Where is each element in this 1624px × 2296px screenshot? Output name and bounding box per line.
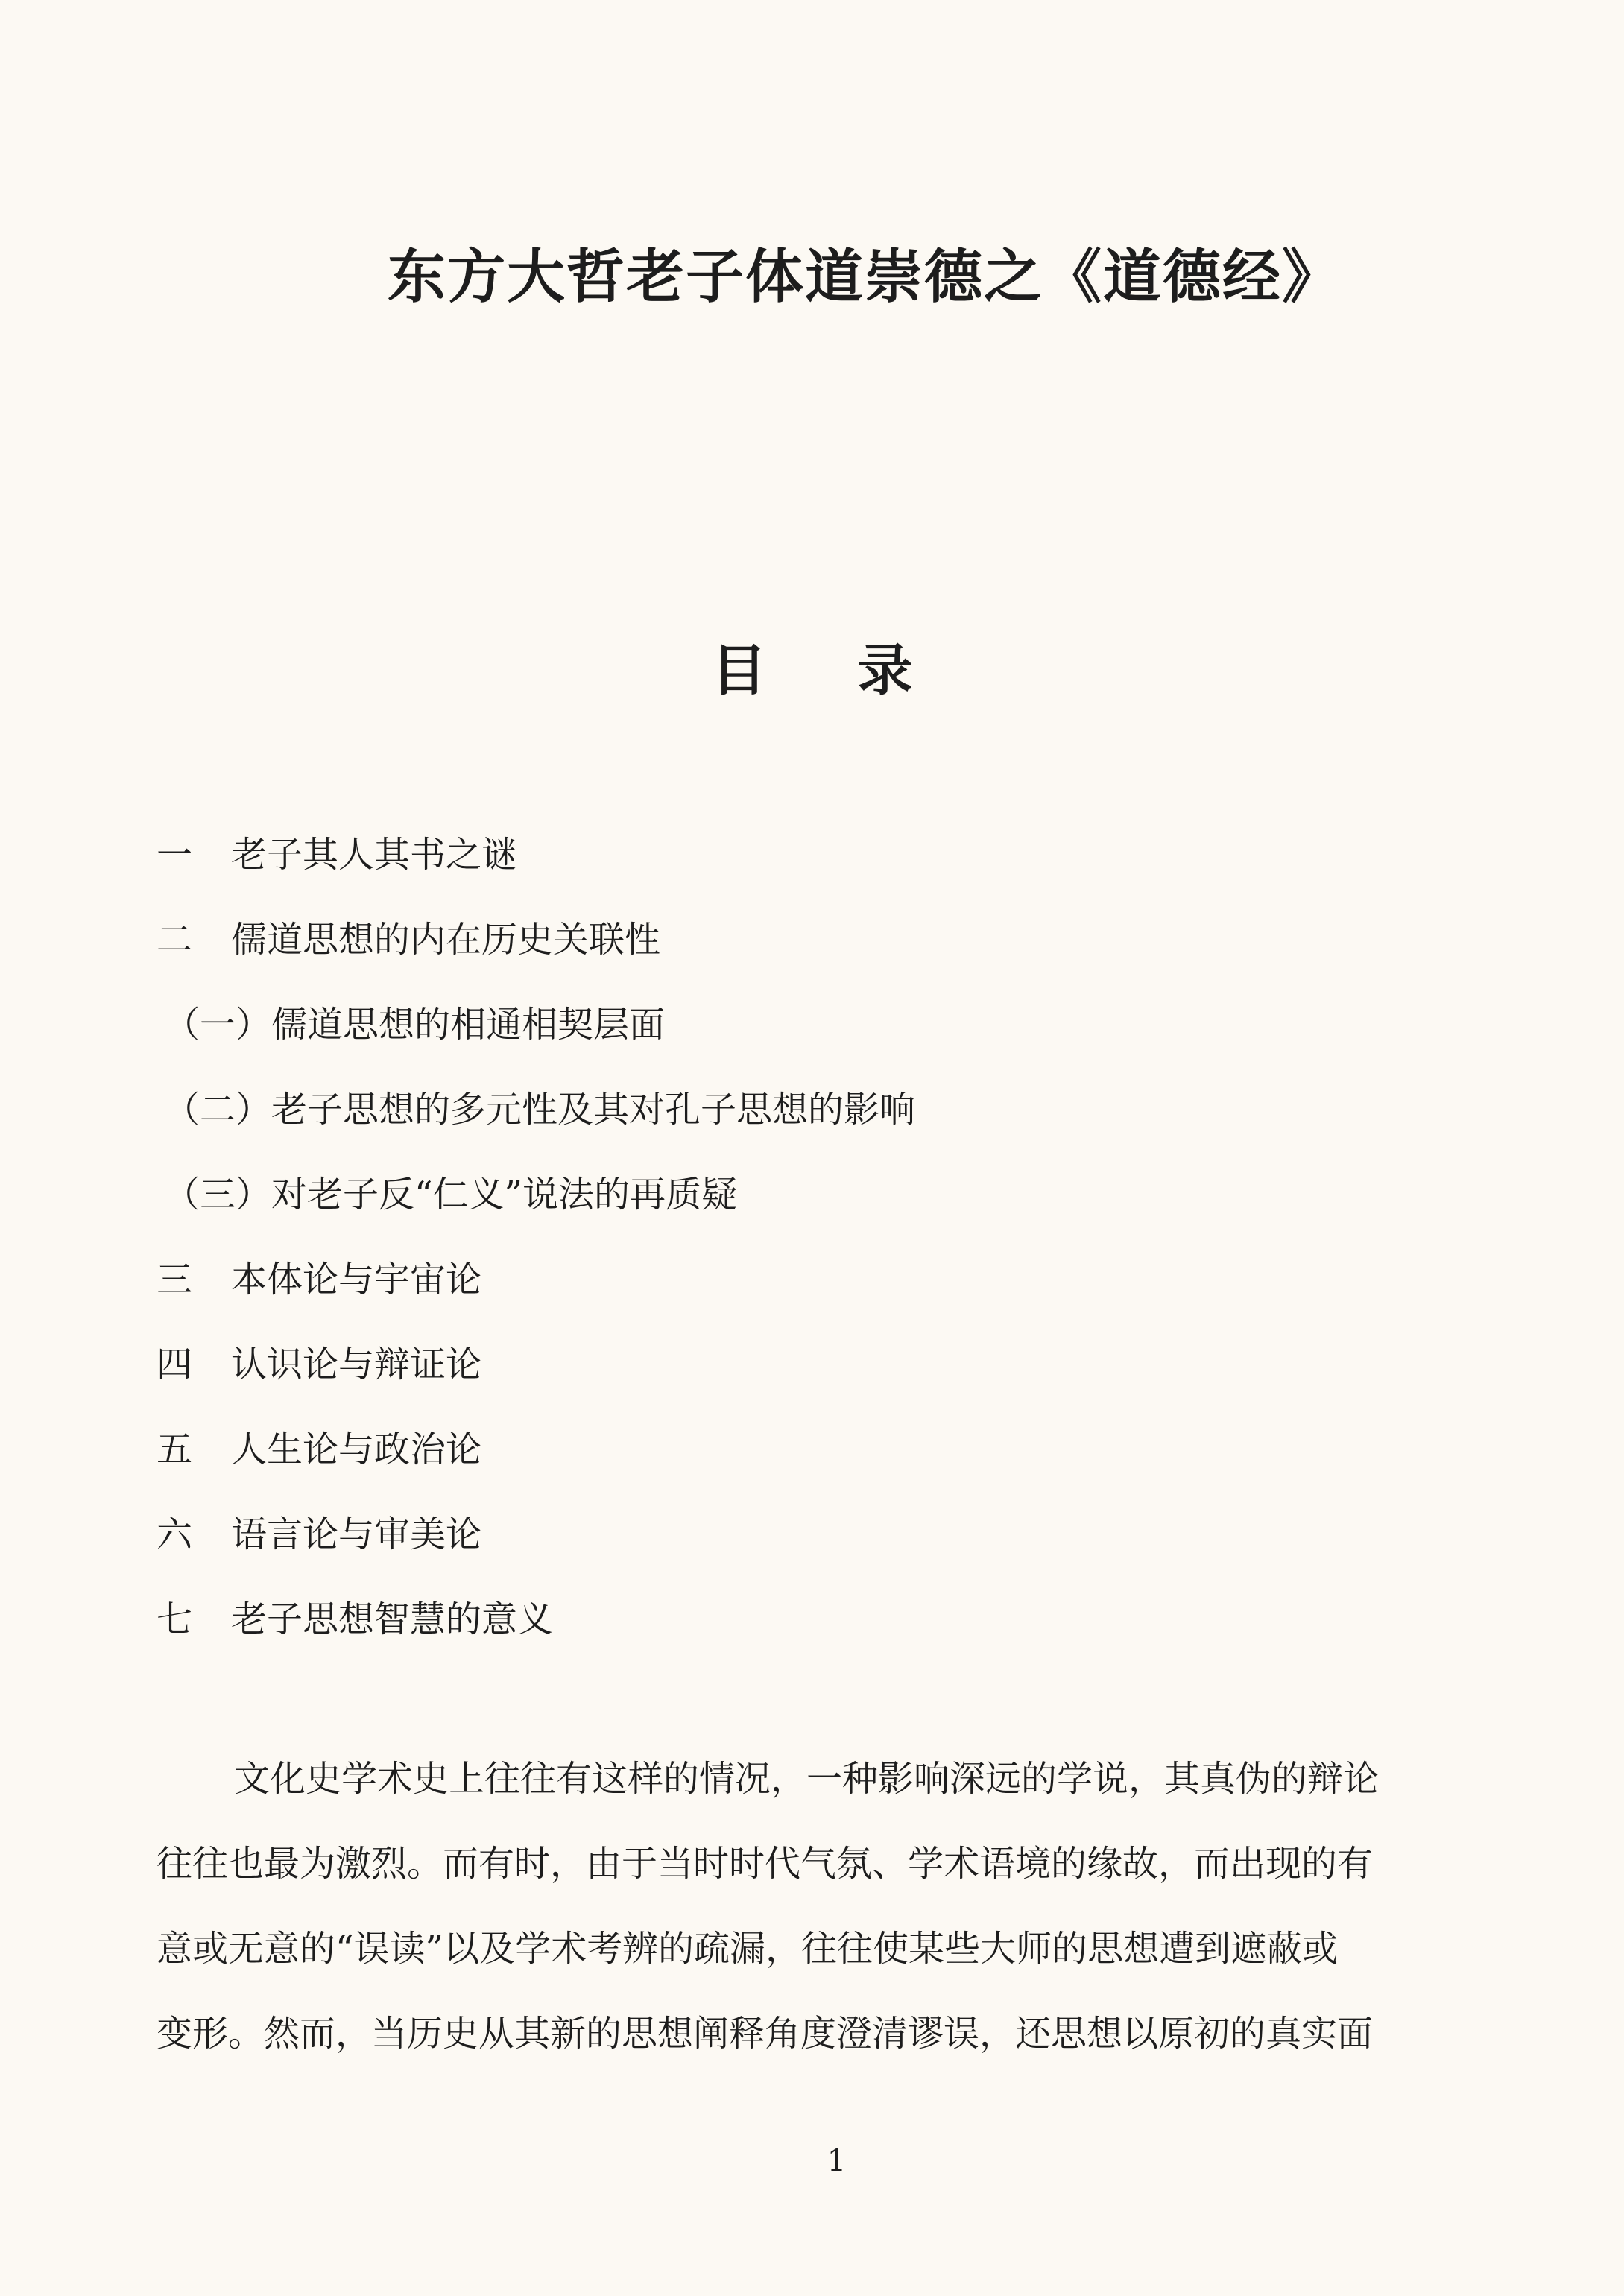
document-title: 东方大哲老子体道崇德之《道德经》	[387, 243, 1342, 311]
page-number: 1	[827, 2144, 847, 2178]
toc-subitem	[157, 1063, 1498, 1148]
toc-subitem-label: （二）老子思想的多元性及其对孔子思想的影响	[164, 1088, 916, 1130]
toc-item	[157, 1488, 1498, 1573]
body-line: 变形。然而，当历史从其新的思想阐释角度澄清谬误，还思想以原初的真实面	[157, 2013, 1374, 2055]
toc-item-number: 六	[157, 1513, 193, 1555]
toc-item-label: 认识论与辩证论	[231, 1343, 482, 1385]
toc-subitem	[157, 978, 1498, 1063]
toc-item	[157, 894, 1498, 978]
toc-item	[157, 1403, 1498, 1488]
body-line: 意或无意的“误读”以及学术考辨的疏漏，往往使某些大师的思想遭到遮蔽或	[157, 1928, 1339, 1970]
body-line: 文化史学术史上往往有这样的情况，一种影响深远的学说，其真伪的辩论	[234, 1758, 1380, 1800]
toc-item-number: 四	[157, 1343, 193, 1385]
toc-item-label: 老子其人其书之谜	[231, 833, 518, 876]
toc-heading: 目 录	[711, 639, 949, 703]
toc-item-label: 本体论与宇宙论	[231, 1258, 482, 1300]
toc-item	[157, 1318, 1498, 1403]
toc-item	[157, 1573, 1498, 1658]
toc-item-number: 二	[157, 918, 193, 961]
body-paragraph	[157, 1736, 1468, 2076]
toc-item-label: 语言论与审美论	[231, 1513, 482, 1555]
body-line: 往往也最为激烈。而有时，由于当时时代气氛、学术语境的缘故，而出现的有	[157, 1843, 1374, 1885]
toc-item-number: 三	[157, 1258, 193, 1300]
toc-item-number: 一	[157, 833, 193, 876]
toc-item-label: 人生论与政治论	[231, 1428, 482, 1470]
toc-subitem-label: （三）对老子反“仁义”说法的再质疑	[164, 1173, 738, 1215]
toc-item-number: 七	[157, 1598, 193, 1640]
table-of-contents	[157, 809, 1498, 1658]
toc-item-label: 老子思想智慧的意义	[231, 1598, 554, 1640]
toc-subitem-label: （一）儒道思想的相通相契层面	[164, 1003, 666, 1046]
toc-item-number: 五	[157, 1428, 193, 1470]
toc-item	[157, 809, 1498, 894]
toc-item	[157, 1233, 1498, 1318]
toc-item-label: 儒道思想的内在历史关联性	[231, 918, 661, 961]
toc-subitem	[157, 1148, 1498, 1233]
